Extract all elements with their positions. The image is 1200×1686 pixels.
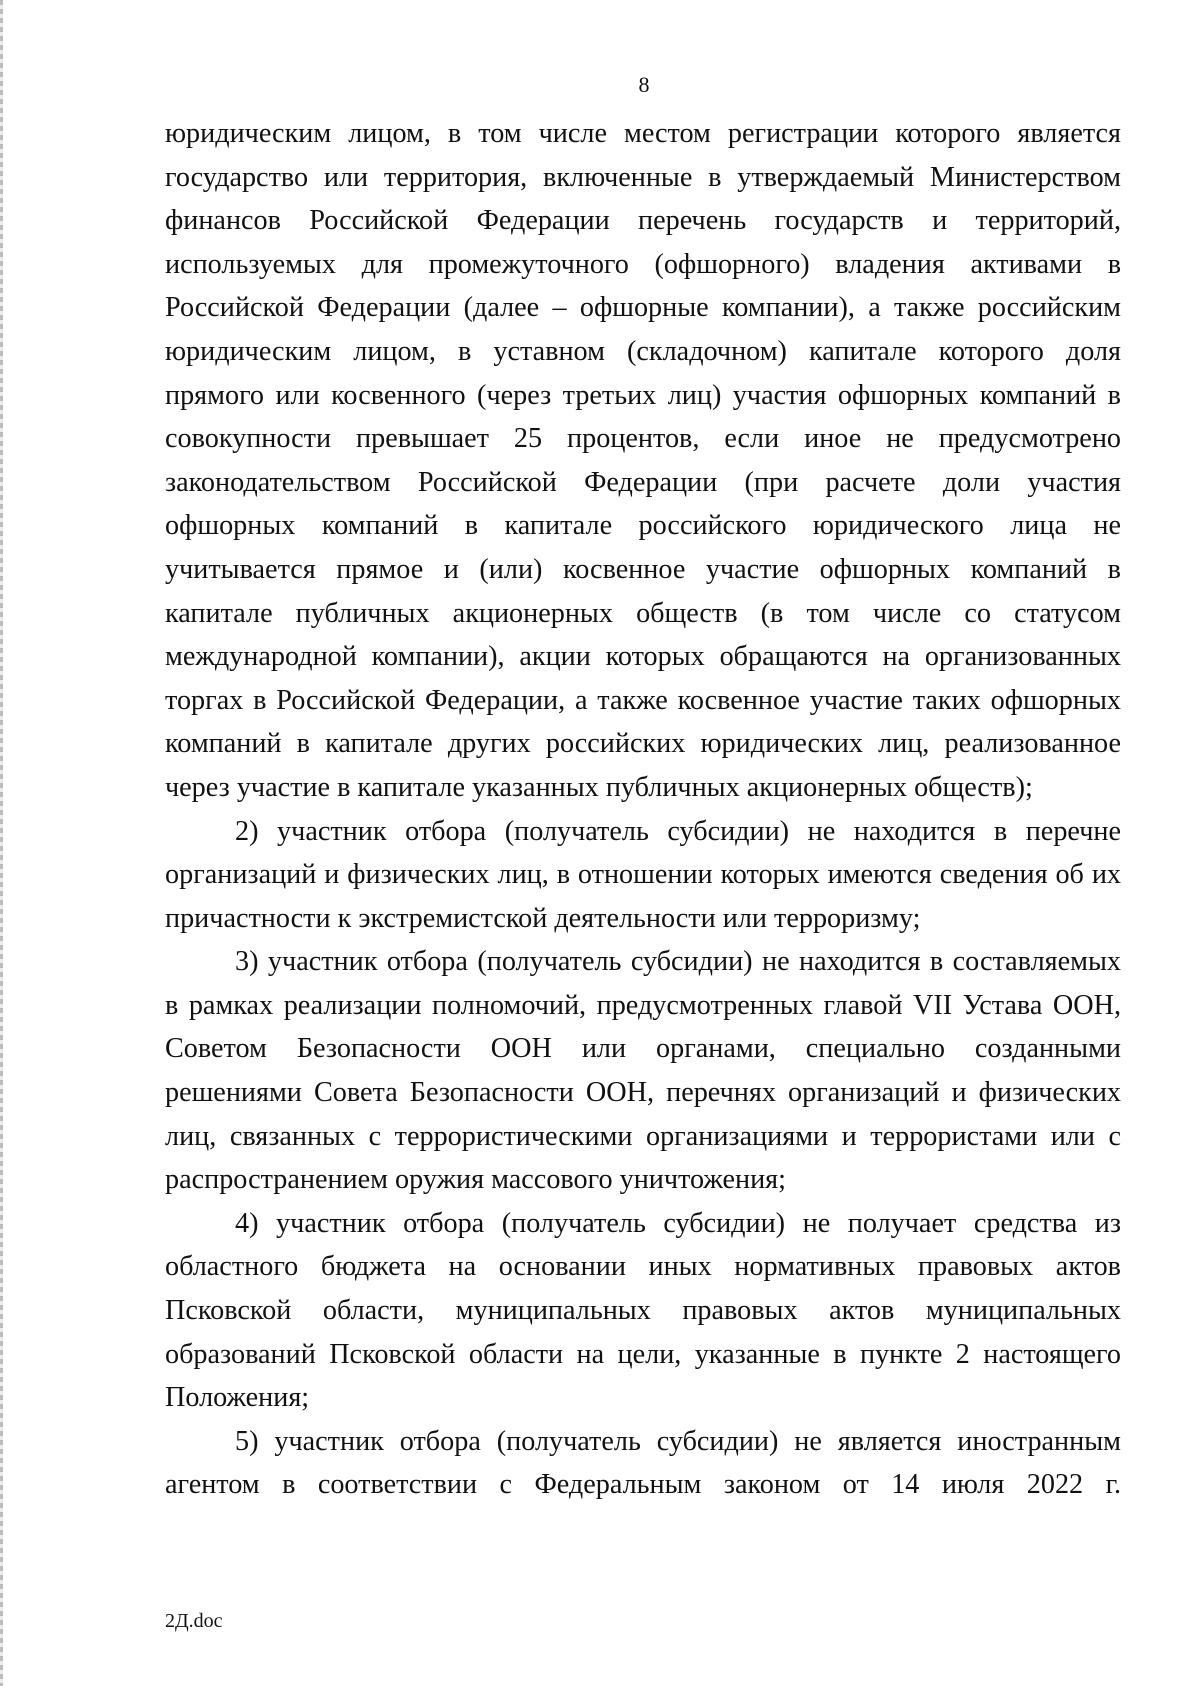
footer-filename: 2Д.doc	[165, 1610, 223, 1632]
paragraph-item-5: 5) участник отбора (получатель субсидии) не является иностранным агентом в соответствии с Федеральным законом от 14 июля 2022 г.	[165, 1425, 1121, 1501]
paragraph-item-4: 4) участник отбора (получатель субсидии) не получает средства из областного бюджета на основании иных нормативных правовых актов Псковской области, муниципальных правовых актов муниципальных образований Псковской области на цели, указанные в пункте 2 настоящего Положения;	[165, 1207, 1121, 1414]
paragraph-item-3: 3) участник отбора (получатель субсидии) не находится в составляемых в рамках реализации полномочий, предусмотренных главой VII Устава ООН, Советом Безопасности ООН или органами, специально созданными решениями Совета Безопасности ООН, перечнях организаций и физических лиц, связанных с террористическими организациями и террористами или с распространением оружия массового уничтожения;	[165, 946, 1121, 1196]
scanned-page-edge	[0, 0, 3, 1686]
paragraph-item-2: 2) участник отбора (получатель субсидии) не находится в перечне организаций и физических лиц, в отношении которых имеются сведения об их причастности к экстремистской деятельности или терроризму;	[165, 815, 1121, 934]
paragraph-continuation: юридическим лицом, в том числе местом регистрации которого является государство или территория, включенные в утверждаемый Министерством финансов Российской Федерации перечень государств и территорий, используемых для промежуточного (офшорного) владения активами в Российской Федерации (далее – офшорные компании), а также российским юридическим лицом, в уставном (складочном) капитале которого доля прямого или косвенного (через третьих лиц) участия офшорных компаний в совокупности превышает 25 процентов, если иное не предусмотрено законодательством Российской Федерации (при расчете доли участия офшорных компаний в капитале российского юридического лица не учитывается прямое и (или) косвенное участие офшорных компаний в капитале публичных акционерных обществ (в том числе со статусом международной компании), акции которых обращаются на организованных торгах в Российской Федерации, а также косвенное участие таких офшорных компаний в капитале других российских юридических лиц, реализованное через участие в капитале указанных публичных акционерных обществ);	[165, 118, 1121, 803]
document-body	[165, 112, 1121, 1507]
page-number: 8	[638, 72, 650, 97]
